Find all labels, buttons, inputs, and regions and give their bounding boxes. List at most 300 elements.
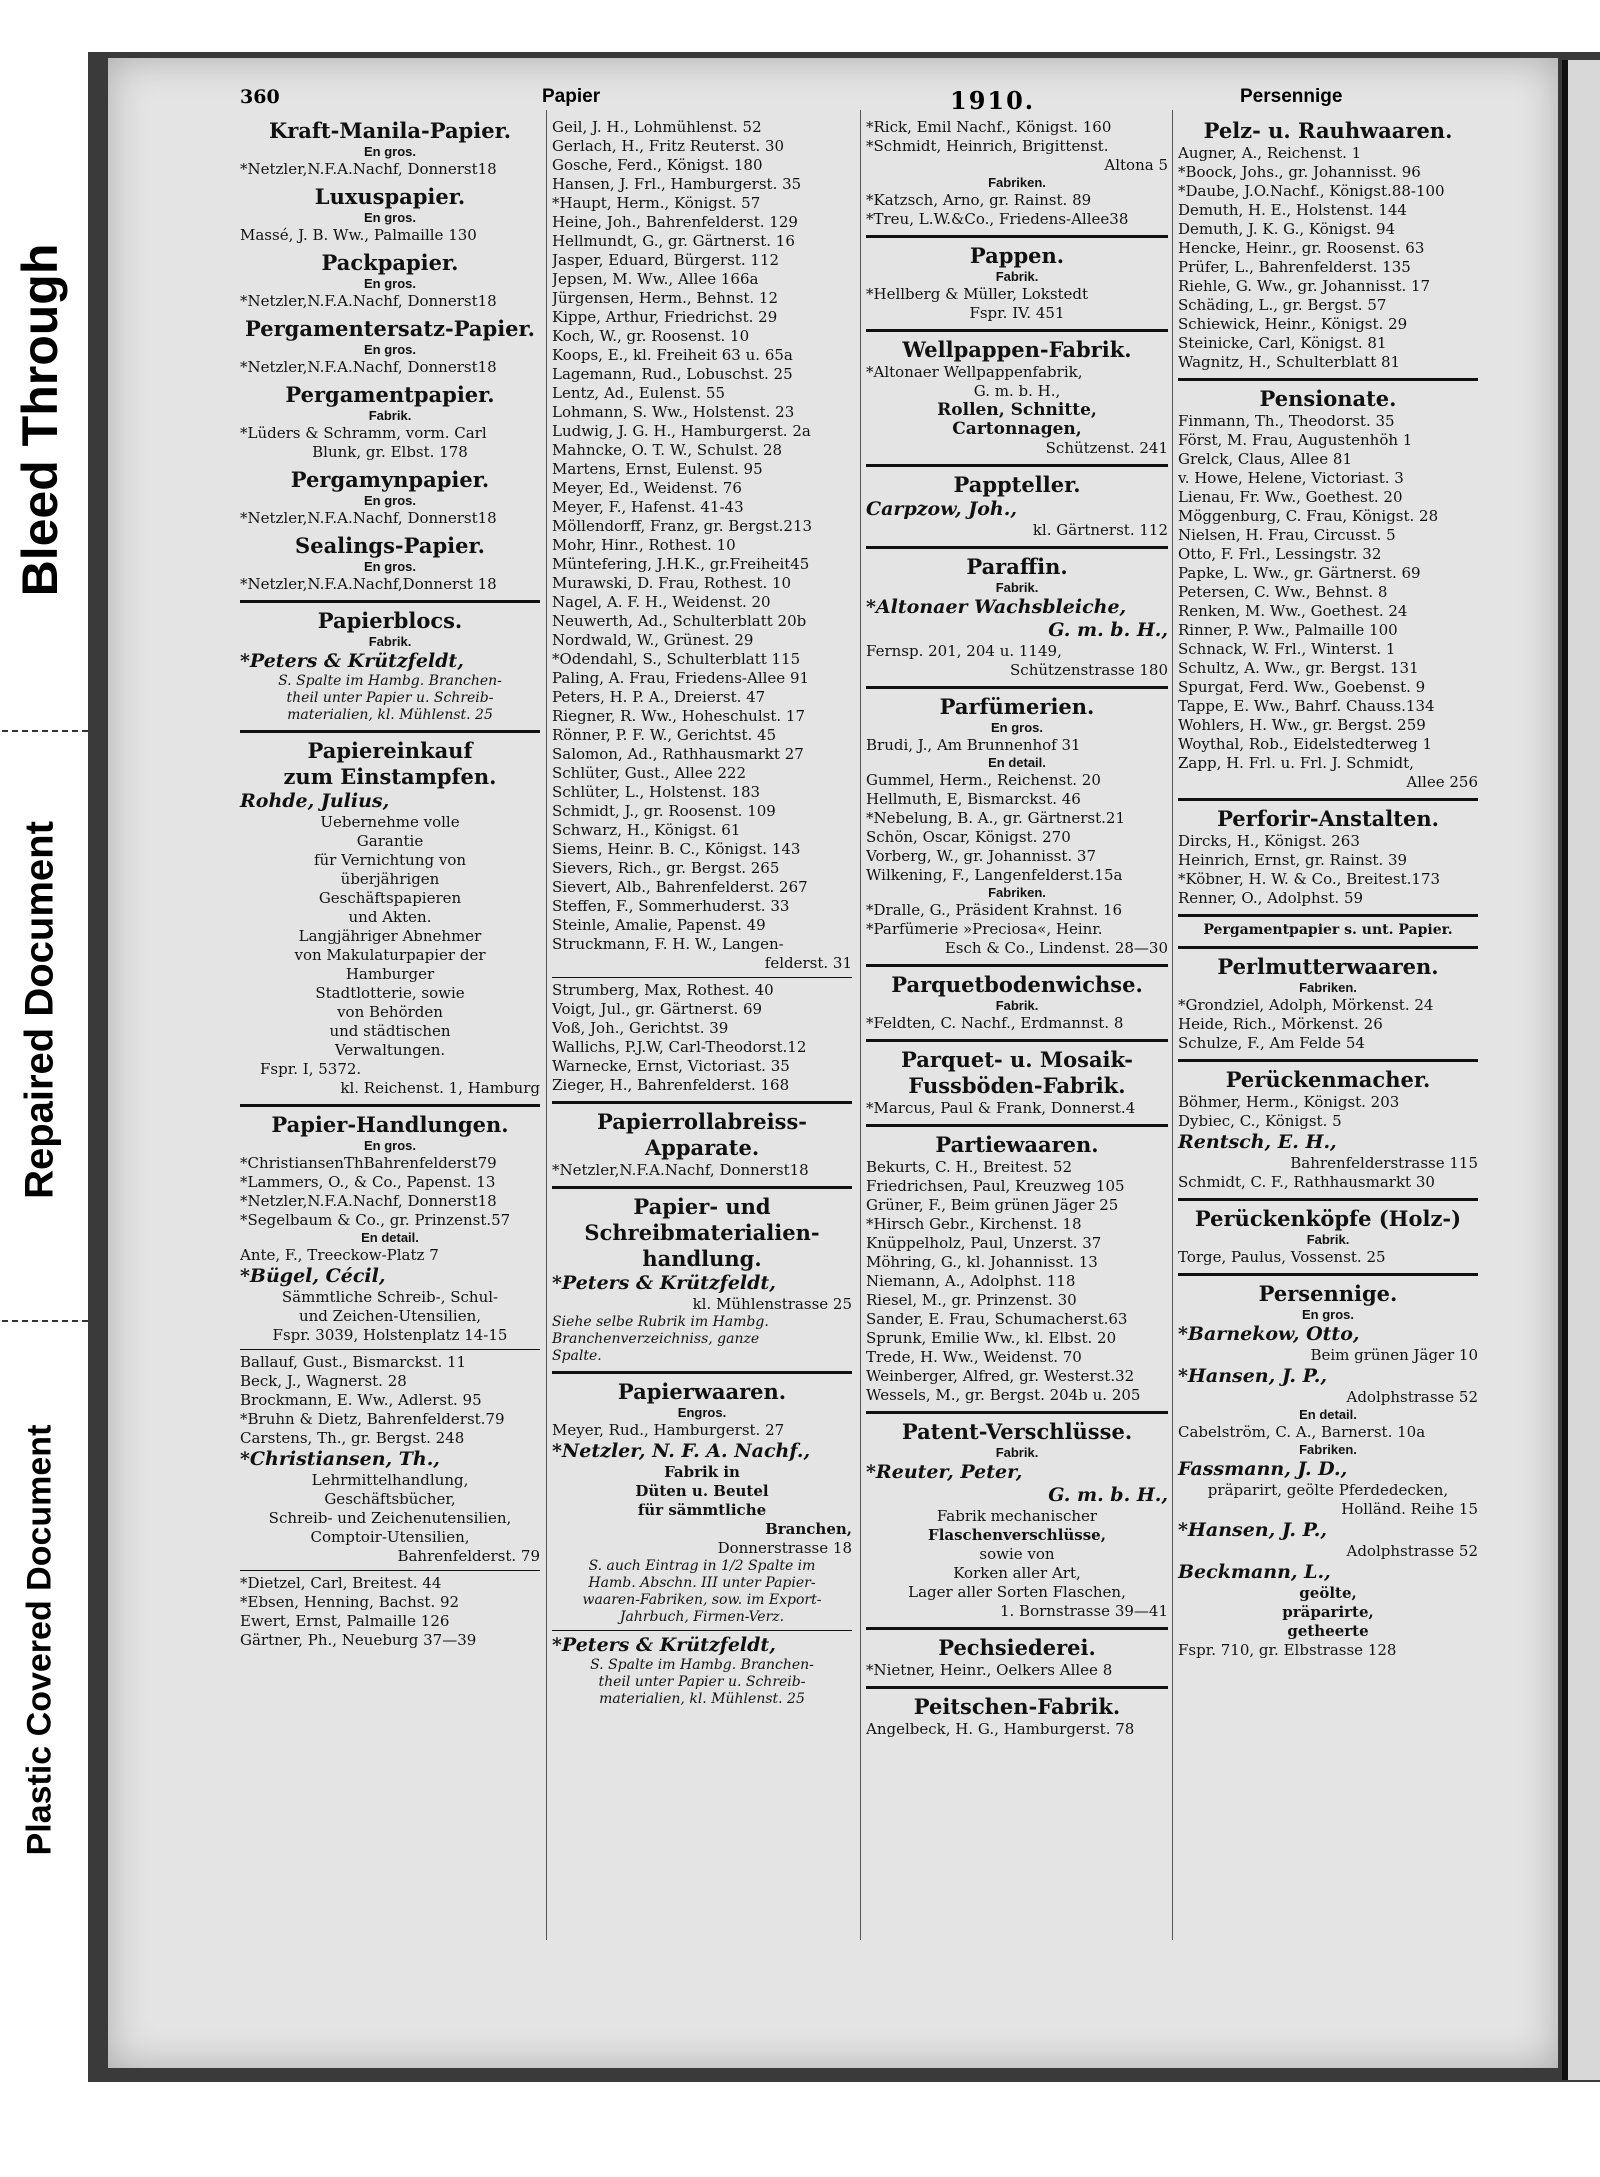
entry: Augner, A., Reichenst. 1 [1178, 144, 1362, 162]
entry: Finmann, Th., Theodorst. 35 [1178, 412, 1395, 430]
advert-name: *Christiansen, Th., [240, 1448, 440, 1470]
rule [552, 1101, 852, 1104]
address: Schützenst. 241 [1045, 439, 1168, 457]
section-heading: Apparate. [644, 1135, 760, 1160]
entry: Lentz, Ad., Eulenst. 55 [552, 384, 725, 402]
entry: *Netzler,N.F.A.Nachf, Donnerst18 [240, 1192, 497, 1210]
rule [552, 1186, 852, 1189]
entry: Massé, J. B. Ww., Palmaille 130 [240, 226, 477, 244]
entry: Brudi, J., Am Brunnenhof 31 [866, 736, 1081, 754]
advert-name: *Reuter, Peter, [866, 1461, 1023, 1483]
rule [866, 1627, 1168, 1630]
advert-note: theil unter Papier u. Schreib- [598, 1674, 806, 1690]
subheading: Fabriken. [988, 885, 1046, 900]
entry: Grüner, F., Beim grünen Jäger 25 [866, 1196, 1119, 1214]
entry: Heinrich, Ernst, gr. Rainst. 39 [1178, 851, 1408, 869]
advert-note: materialien, kl. Mühlenst. 25 [599, 1691, 805, 1707]
entry: Warnecke, Ernst, Victoriast. 35 [552, 1057, 790, 1075]
advert-text: Rollen, Schnitte, [937, 400, 1097, 420]
entry: Müntefering, J.H.K., gr.Freiheit45 [552, 555, 810, 573]
entry: *Hirsch Gebr., Kirchenst. 18 [866, 1215, 1082, 1233]
entry: Hellmundt, G., gr. Gärtnerst. 16 [552, 232, 795, 250]
entry: *Netzler,N.F.A.Nachf, Donnerst18 [240, 292, 497, 310]
entry: Papke, L. Ww., gr. Gärtnerst. 69 [1178, 564, 1421, 582]
subheading: En gros. [363, 493, 416, 508]
advert-name: Rentsch, E. H., [1178, 1131, 1337, 1153]
entry: Angelbeck, H. G., Hamburgerst. 78 [866, 1720, 1135, 1738]
section-heading: Papierrollabreiss- [597, 1109, 807, 1134]
entry: *Schmidt, Heinrich, Brigittenst. [866, 137, 1109, 155]
advert-text: Branchen, [765, 1520, 852, 1538]
entry: Riehle, G. Ww., gr. Johannisst. 17 [1178, 277, 1431, 295]
section-heading: Schreibmaterialien- [584, 1220, 820, 1245]
subheading: Fabrik. [1306, 1232, 1350, 1247]
section-heading: Papier-Handlungen. [271, 1112, 509, 1137]
section-heading: Persennige. [1258, 1281, 1398, 1306]
subheading: En gros. [363, 559, 416, 574]
entry: Lienau, Fr. Ww., Goethest. 20 [1178, 488, 1403, 506]
rule [866, 464, 1168, 467]
label-repaired-document: Repaired Document [17, 821, 62, 1199]
entry: v. Howe, Helene, Victoriast. 3 [1178, 469, 1404, 487]
advert-text: von Behörden [337, 1003, 443, 1021]
advert-text: getheerte [1287, 1622, 1369, 1640]
entry: *Bruhn & Dietz, Bahrenfelderst.79 [240, 1410, 505, 1428]
advert-text: für sämmtliche [637, 1501, 767, 1519]
entry: Spurgat, Ferd. Ww., Goebenst. 9 [1178, 678, 1426, 696]
advert-name: Carpzow, Joh., [866, 498, 1017, 520]
section-heading: Parquetbodenwichse. [891, 972, 1143, 997]
section-heading: Patent-Verschlüsse. [901, 1419, 1133, 1444]
entry: Grelck, Claus, Allee 81 [1178, 450, 1353, 468]
entry: Hencke, Heinr., gr. Roosenst. 63 [1178, 239, 1425, 257]
rule [552, 1630, 852, 1631]
address: Bahrenfelderst. 79 [397, 1547, 540, 1565]
entry: Geil, J. H., Lohmühlenst. 52 [552, 118, 762, 136]
section-heading: Wellpappen-Fabrik. [902, 337, 1132, 362]
advert-name: Fassmann, J. D., [1178, 1458, 1348, 1480]
entry: *Netzler,N.F.A.Nachf, Donnerst18 [240, 160, 497, 178]
entry: Wallichs, P.J.W, Carl-Theodorst.12 [552, 1038, 807, 1056]
advert-name: G. m. b. H., [1048, 619, 1168, 641]
entry: Steinle, Amalie, Papenst. 49 [552, 916, 766, 934]
address: Adolphstrasse 52 [1346, 1388, 1478, 1406]
advert-note: Jahrbuch, Firmen-Verz. [619, 1609, 785, 1625]
entry: Strumberg, Max, Rothest. 40 [552, 981, 774, 999]
entry: Steffen, F., Sommerhuderst. 33 [552, 897, 790, 915]
entry: Blunk, gr. Elbst. 178 [312, 443, 468, 461]
advert-note: Branchenverzeichniss, ganze [552, 1331, 760, 1347]
entry: Struckmann, F. H. W., Langen- [552, 935, 784, 953]
subheading: Fabrik. [995, 269, 1039, 284]
subheading: En detail. [1299, 1407, 1357, 1422]
entry: Renner, O., Adolphst. 59 [1178, 889, 1364, 907]
entry: Hansen, J. Frl., Hamburgerst. 35 [552, 175, 802, 193]
entry: *Boock, Johs., gr. Johannisst. 96 [1178, 163, 1421, 181]
entry: Mahncke, O. T. W., Schulst. 28 [552, 441, 783, 459]
advert-note: Spalte. [552, 1348, 602, 1364]
section-heading: Fussböden-Fabrik. [908, 1073, 1126, 1098]
entry: Sander, E. Frau, Schumacherst.63 [866, 1310, 1128, 1328]
entry: Sievert, Alb., Bahrenfelderst. 267 [552, 878, 808, 896]
advert-text: Stadtlotterie, sowie [315, 984, 465, 1002]
entry: *Segelbaum & Co., gr. Prinzenst.57 [240, 1211, 511, 1229]
subheading: En gros. [990, 720, 1043, 735]
next-page-edge [1562, 60, 1600, 2080]
entry: *Köbner, H. W. & Co., Breitest.173 [1178, 870, 1441, 888]
advert-name: *Hansen, J. P., [1178, 1365, 1327, 1387]
column-2 [552, 118, 852, 1708]
advert-text: Flaschenverschlüsse, [928, 1526, 1106, 1544]
section-heading: Parfümerien. [939, 694, 1095, 719]
rule [1178, 1198, 1478, 1201]
rule [1178, 914, 1478, 917]
address: Donnerstrasse 18 [717, 1539, 852, 1557]
address: kl. Mühlenstrasse 25 [692, 1295, 852, 1313]
advert-name: *Altonaer Wachsbleiche, [866, 596, 1127, 618]
entry: Petersen, C. Ww., Behnst. 8 [1178, 583, 1388, 601]
entry: Jasper, Eduard, Bürgerst. 112 [552, 251, 780, 269]
rule [1178, 1273, 1478, 1276]
entry: *Nietner, Heinr., Oelkers Allee 8 [866, 1661, 1113, 1679]
section-heading: handlung. [642, 1246, 762, 1271]
entry: *Haupt, Herm., Königst. 57 [552, 194, 761, 212]
entry: Möggenburg, C. Frau, Königst. 28 [1178, 507, 1439, 525]
subheading: Fabrik. [995, 1445, 1039, 1460]
entry: Kippe, Arthur, Friedrichst. 29 [552, 308, 778, 326]
entry: *Netzler,N.F.A.Nachf,Donnerst 18 [240, 575, 497, 593]
entry: Demuth, H. E., Holstenst. 144 [1178, 201, 1407, 219]
advert-name: G. m. b. H., [1048, 1484, 1168, 1506]
entry: Cabelström, C. A., Barnerst. 10a [1178, 1423, 1426, 1441]
rule [866, 1686, 1168, 1689]
advert-text: Verwaltungen. [334, 1041, 446, 1059]
rule [1178, 378, 1478, 381]
entry: Peters, H. P. A., Dreierst. 47 [552, 688, 766, 706]
rule [866, 1124, 1168, 1127]
entry: Jepsen, M. Ww., Allee 166a [552, 270, 759, 288]
advert-text: für Vernichtung von [313, 851, 467, 869]
entry: Möllendorff, Franz, gr. Bergst.213 [552, 517, 813, 535]
entry: Schäding, L., gr. Bergst. 57 [1178, 296, 1387, 314]
advert-text: Düten u. Beutel [635, 1482, 769, 1500]
entry: Schulze, F., Am Felde 54 [1178, 1034, 1365, 1052]
entry: *Parfümerie »Preciosa«, Heinr. [866, 920, 1103, 938]
entry: Böhmer, Herm., Königst. 203 [1178, 1093, 1400, 1111]
subheading: Engros. [677, 1405, 727, 1420]
column-divider [860, 110, 861, 1940]
entry: Schultz, A. Ww., gr. Bergst. 131 [1178, 659, 1419, 677]
advert-text: Geschäftsbücher, [324, 1490, 456, 1508]
rule [240, 730, 540, 733]
advert-text: Garantie [356, 832, 424, 850]
address: Schützenstrasse 180 [1010, 661, 1168, 679]
section-heading: Perückenköpfe (Holz-) [1194, 1206, 1462, 1231]
section-heading: Pelz- u. Rauhwaaren. [1203, 118, 1453, 143]
subheading: En gros. [363, 342, 416, 357]
entry: Friedrichsen, Paul, Kreuzweg 105 [866, 1177, 1125, 1195]
section-heading: Packpapier. [321, 250, 459, 275]
header-right: Persennige [1240, 86, 1343, 107]
subheading: En gros. [363, 210, 416, 225]
rule [866, 329, 1168, 332]
advert-text: Geschäftspapieren [318, 889, 462, 907]
entry: Beck, J., Wagnerst. 28 [240, 1372, 407, 1390]
advert-note: materialien, kl. Mühlenst. 25 [287, 707, 493, 723]
column-4 [1178, 118, 1478, 1660]
column-3 [866, 118, 1168, 1739]
entry: Meyer, F., Hafenst. 41-43 [552, 498, 744, 516]
page-number: 360 [240, 86, 280, 108]
entry: *Odendahl, S., Schulterblatt 115 [552, 650, 801, 668]
subheading: En gros. [363, 276, 416, 291]
section-heading: Pappteller. [953, 472, 1081, 497]
entry: Gosche, Ferd., Königst. 180 [552, 156, 763, 174]
entry: Murawski, D. Frau, Rothest. 10 [552, 574, 792, 592]
entry: Paling, A. Frau, Friedens-Allee 91 [552, 669, 810, 687]
entry: Riegner, R. Ww., Hoheschulst. 17 [552, 707, 805, 725]
entry: Jürgensen, Herm., Behnst. 12 [552, 289, 778, 307]
section-heading: Kraft-Manila-Papier. [268, 118, 512, 143]
entry: *ChristiansenThBahrenfelderst79 [240, 1154, 497, 1172]
entry: Sprunk, Emilie Ww., kl. Elbst. 20 [866, 1329, 1117, 1347]
advert-text: und Akten. [348, 908, 432, 926]
subheading: Fabrik. [368, 634, 412, 649]
advert-text: Fabrik in [664, 1463, 740, 1481]
entry: *Grondziel, Adolph, Mörkenst. 24 [1178, 996, 1434, 1014]
entry: Gärtner, Ph., Neueburg 37—39 [240, 1631, 477, 1649]
advert-text: und Zeichen-Utensilien, [298, 1307, 482, 1325]
rule [866, 546, 1168, 549]
entry: Ante, F., Treeckow-Platz 7 [240, 1246, 439, 1264]
rule [1178, 798, 1478, 801]
section-heading: Pechsiederei. [938, 1635, 1096, 1660]
section-heading: Papier- und [633, 1194, 771, 1219]
rule [1178, 946, 1478, 949]
entry-continuation: Esch & Co., Lindenst. 28—30 [944, 939, 1168, 957]
entry: Nordwald, W., Grünest. 29 [552, 631, 754, 649]
entry: Schwarz, H., Königst. 61 [552, 821, 741, 839]
entry: Riesel, M., gr. Prinzenst. 30 [866, 1291, 1077, 1309]
advert-text: sowie von [979, 1545, 1055, 1563]
entry: Dybiec, C., Königst. 5 [1178, 1112, 1342, 1130]
entry: Voigt, Jul., gr. Gärtnerst. 69 [552, 1000, 763, 1018]
entry: Heide, Rich., Mörkenst. 26 [1178, 1015, 1383, 1033]
entry: Schlüter, L., Holstenst. 183 [552, 783, 761, 801]
subheading: En gros. [363, 1138, 416, 1153]
entry: Nielsen, H. Frau, Circusst. 5 [1178, 526, 1396, 544]
advert-name: *Netzler, N. F. A. Nachf., [552, 1440, 811, 1462]
entry: Siems, Heinr. B. C., Königst. 143 [552, 840, 801, 858]
advert-text: präparirte, [1282, 1603, 1374, 1621]
entry: Schiewick, Heinr., Königst. 29 [1178, 315, 1408, 333]
entry: Schnack, W. Frl., Winterst. 1 [1178, 640, 1396, 658]
phone: Fernsp. 201, 204 u. 1149, [866, 642, 1062, 660]
section-heading: Pergamentpapier. [285, 382, 495, 407]
address: Holländ. Reihe 15 [1341, 1500, 1478, 1518]
header-year: 1910. [950, 86, 1036, 115]
section-heading: zum Einstampfen. [283, 764, 497, 789]
entry: Lohmann, S. Ww., Holstenst. 23 [552, 403, 795, 421]
entry: *Rick, Emil Nachf., Königst. 160 [866, 118, 1112, 136]
entry: Salomon, Ad., Rathhausmarkt 27 [552, 745, 804, 763]
subheading: Fabrik. [368, 408, 412, 423]
address: Beim grünen Jäger 10 [1310, 1346, 1478, 1364]
cross-reference: Pergamentpapier s. unt. Papier. [1203, 922, 1453, 938]
entry: Nagel, A. F. H., Weidenst. 20 [552, 593, 771, 611]
entry: Ewert, Ernst, Palmaille 126 [240, 1612, 450, 1630]
subheading: En detail. [361, 1230, 419, 1245]
section-heading: Pappen. [969, 243, 1065, 268]
entry: Trede, H. Ww., Weidenst. 70 [866, 1348, 1082, 1366]
section-heading: Perückenmacher. [1225, 1067, 1431, 1092]
advert-text: Fabrik mechanischer [936, 1507, 1098, 1525]
entry: Steinicke, Carl, Königst. 81 [1178, 334, 1387, 352]
entry: Dircks, H., Königst. 263 [1178, 832, 1360, 850]
advert-text: Langjähriger Abnehmer [298, 927, 482, 945]
address: Adolphstrasse 52 [1346, 1542, 1478, 1560]
entry: *Marcus, Paul & Frank, Donnerst.4 [866, 1099, 1136, 1117]
entry: *Netzler,N.F.A.Nachf, Donnerst18 [552, 1161, 809, 1179]
subheading: Fabriken. [1299, 1442, 1357, 1457]
entry: Lagemann, Rud., Lobuschst. 25 [552, 365, 793, 383]
section-heading: Pergamentersatz-Papier. [245, 316, 535, 341]
advert-name: *Bügel, Cécil, [240, 1265, 386, 1287]
section-heading: Parquet- u. Mosaik- [901, 1047, 1133, 1072]
advert-text: Comptoir-Utensilien, [310, 1528, 470, 1546]
section-heading: Perlmutterwaaren. [1217, 954, 1439, 979]
rule [240, 1104, 540, 1107]
advert-text: überjährigen [340, 870, 440, 888]
entry: Neuwerth, Ad., Schulterblatt 20b [552, 612, 807, 630]
advert-name: *Peters & Krützfeldt, [552, 1272, 776, 1294]
entry: *Lammers, O., & Co., Papenst. 13 [240, 1173, 496, 1191]
entry: *Daube, J.O.Nachf., Königst.88-100 [1178, 182, 1445, 200]
section-heading: Perforir-Anstalten. [1217, 806, 1439, 831]
entry: *Lüders & Schramm, vorm. Carl [240, 424, 487, 442]
entry: Woythal, Rob., Eidelstedterweg 1 [1178, 735, 1433, 753]
subheading: Fabrik. [995, 998, 1039, 1013]
entry: Wilkening, F., Langenfelderst.15a [866, 866, 1123, 884]
divider [2, 1320, 88, 1322]
section-heading: Papiereinkauf [307, 738, 473, 763]
entry: Meyer, Ed., Weidenst. 76 [552, 479, 742, 497]
subheading: En gros. [363, 144, 416, 159]
advert-note: Siehe selbe Rubrik im Hambg. [552, 1314, 769, 1330]
entry: Först, M. Frau, Augustenhöh 1 [1178, 431, 1413, 449]
advert-note: waaren-Fabriken, sow. im Export- [582, 1592, 822, 1608]
advert-text: geölte, [1299, 1584, 1357, 1602]
advert-text: Hamburger [345, 965, 435, 983]
section-heading: Papierblocs. [317, 608, 463, 633]
advert-name: Beckmann, L., [1178, 1561, 1331, 1583]
entry: Zieger, H., Bahrenfelderst. 168 [552, 1076, 790, 1094]
entry: Vorberg, W., gr. Johannisst. 37 [866, 847, 1097, 865]
entry: Weinberger, Alfred, gr. Westerst.32 [866, 1367, 1135, 1385]
entry: *Treu, L.W.&Co., Friedens-Allee38 [866, 210, 1129, 228]
advert-text: und städtischen [329, 1022, 451, 1040]
section-heading: Sealings-Papier. [295, 533, 485, 558]
entry: Sievers, Rich., gr. Bergst. 265 [552, 859, 780, 877]
entry: Demuth, J. K. G., Königst. 94 [1178, 220, 1396, 238]
phone: Fspr. IV. 451 [969, 304, 1065, 322]
entry: Heine, Joh., Bahrenfelderst. 129 [552, 213, 798, 231]
rule [866, 1039, 1168, 1042]
rule [240, 600, 540, 603]
rule [866, 1411, 1168, 1414]
entry: Schön, Oscar, Königst. 270 [866, 828, 1071, 846]
address: kl. Gärtnerst. 112 [1032, 521, 1168, 539]
address: 1. Bornstrasse 39—41 [999, 1602, 1168, 1620]
phone: Fspr. 3039, Holstenplatz 14-15 [272, 1326, 508, 1344]
rule [866, 964, 1168, 967]
advert-text: Cartonnagen, [952, 419, 1082, 439]
section-heading: Pensionate. [1259, 386, 1397, 411]
advert-note: theil unter Papier u. Schreib- [286, 690, 494, 706]
rule [240, 1570, 540, 1571]
section-heading: Pergamynpapier. [290, 467, 490, 492]
phone: Fspr. 710, gr. Elbstrasse 128 [1178, 1641, 1397, 1659]
phone: Fspr. I, 5372. [260, 1060, 362, 1078]
advert-note: S. auch Eintrag in 1/2 Spalte im [588, 1558, 816, 1574]
advert-name: *Hansen, J. P., [1178, 1519, 1327, 1541]
advert-name: *Peters & Krützfeldt, [552, 1634, 776, 1656]
section-heading: Luxuspapier. [314, 184, 466, 209]
advert-text: Uebernehme volle [320, 813, 460, 831]
column-1 [240, 118, 540, 1650]
page-header [130, 86, 1470, 116]
label-plastic-covered: Plastic Covered Document [20, 1424, 59, 1856]
entry: Wessels, M., gr. Bergst. 204b u. 205 [866, 1386, 1141, 1404]
subheading: Fabrik. [995, 580, 1039, 595]
advert-note: S. Spalte im Hambg. Branchen- [590, 1657, 814, 1673]
subheading: En detail. [988, 755, 1046, 770]
entry: Möhring, G., kl. Johannisst. 13 [866, 1253, 1098, 1271]
entry: *Altonaer Wellpappenfabrik, [866, 363, 1083, 381]
rule [1178, 1059, 1478, 1062]
section-heading: Peitschen-Fabrik. [913, 1694, 1121, 1719]
entry: Niemann, A., Adolphst. 118 [866, 1272, 1076, 1290]
entry: Wagnitz, H., Schulterblatt 81 [1178, 353, 1401, 371]
column-divider [546, 110, 547, 1940]
entry: Torge, Paulus, Vossenst. 25 [1178, 1248, 1386, 1266]
subheading: Fabriken. [1299, 980, 1357, 995]
entry: Renken, M. Ww., Goethest. 24 [1178, 602, 1408, 620]
rule [240, 1349, 540, 1350]
entry: Schmidt, C. F., Rathhausmarkt 30 [1178, 1173, 1435, 1191]
rule [552, 977, 852, 978]
side-labels [0, 0, 80, 2177]
entry-continuation: Allee 256 [1406, 773, 1478, 791]
subheading: En gros. [1301, 1307, 1354, 1322]
entry: Rönner, P. F. W., Gerichtst. 45 [552, 726, 777, 744]
entry: *Netzler,N.F.A.Nachf, Donnerst18 [240, 358, 497, 376]
entry: Gerlach, H., Fritz Reuterst. 30 [552, 137, 785, 155]
entry: Prüfer, L., Bahrenfelderst. 135 [1178, 258, 1411, 276]
advert-note: S. Spalte im Hambg. Branchen- [278, 673, 502, 689]
entry: Bekurts, C. H., Breitest. 52 [866, 1158, 1073, 1176]
advert-text: Lehrmittelhandlung, [311, 1471, 469, 1489]
entry: G. m. b. H., [973, 382, 1061, 400]
advert-text: Korken aller Art, [953, 1564, 1081, 1582]
entry: Voß, Joh., Gerichtst. 39 [552, 1019, 729, 1037]
advert-note: Hamb. Abschn. III unter Papier- [588, 1575, 816, 1591]
entry: *Katzsch, Arno, gr. Rainst. 89 [866, 191, 1092, 209]
entry-continuation: Altona 5 [1104, 156, 1168, 174]
entry: *Hellberg & Müller, Lokstedt [866, 285, 1089, 303]
entry-continuation: felderst. 31 [764, 954, 852, 972]
entry: Rinner, P. Ww., Palmaille 100 [1178, 621, 1398, 639]
